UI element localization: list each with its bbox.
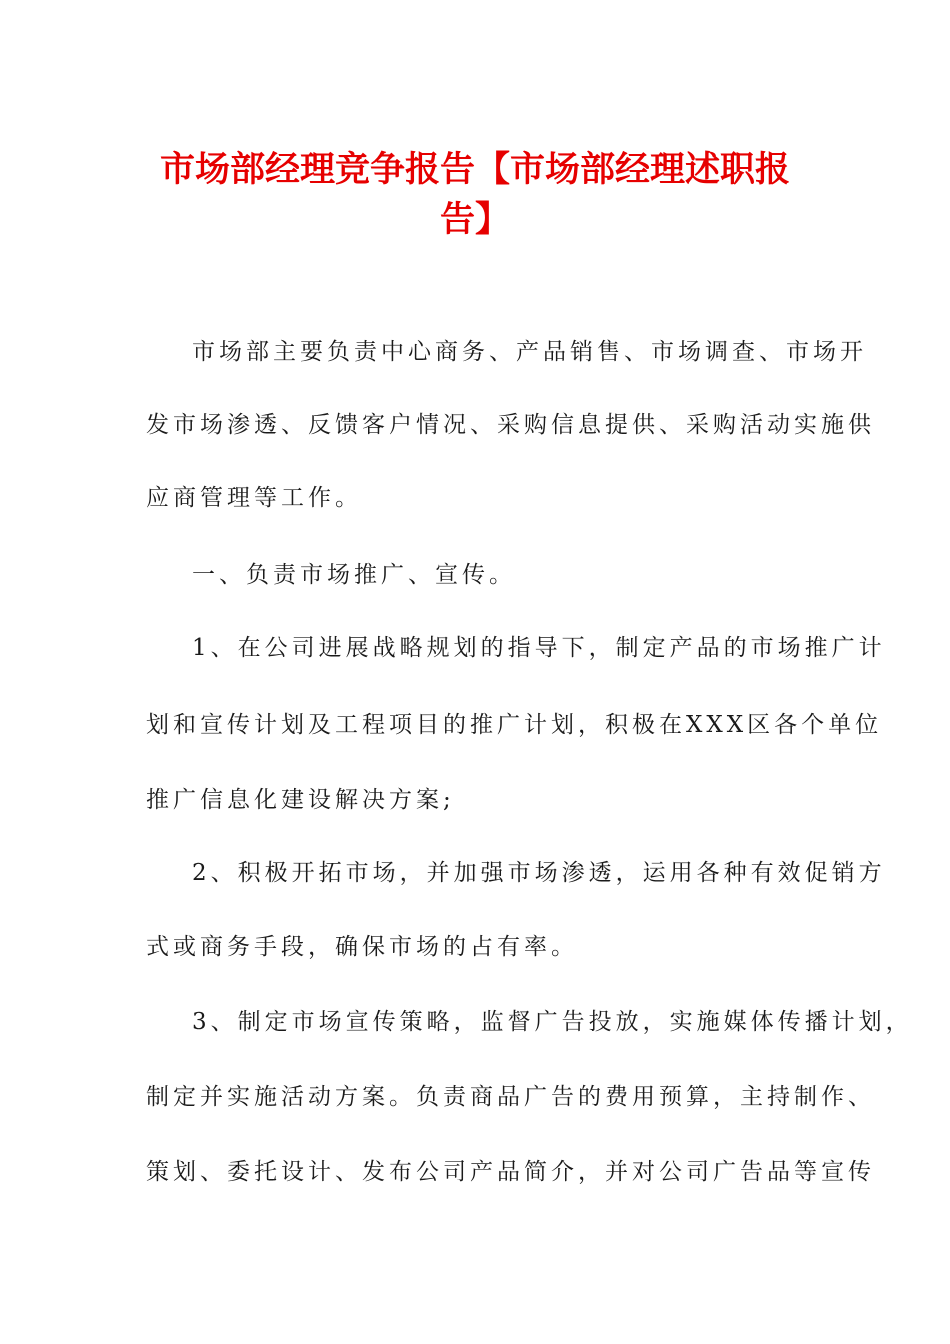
- paragraph-line: 3、制定市场宣传策略，监督广告投放，实施媒体传播计划，: [192, 1009, 913, 1035]
- paragraph-line: 推广信息化建设解决方案;: [146, 787, 455, 813]
- document-title-line-2: 告】: [439, 200, 510, 240]
- paragraph-line: 式或商务手段，确保市场的占有率。: [146, 934, 578, 960]
- paragraph-line: 2、积极开拓市场，并加强市场渗透，运用各种有效促销方: [192, 860, 886, 886]
- document-title-line-1: 市场部经理竞争报告【市场部经理述职报: [159, 150, 790, 190]
- paragraph-line: 市场部主要负责中心商务、产品销售、市场调查、市场开: [192, 339, 867, 365]
- paragraph-line: 1、在公司进展战略规划的指导下，制定产品的市场推广计: [192, 635, 886, 661]
- paragraph-line: 制定并实施活动方案。负责商品广告的费用预算，主持制作、: [146, 1084, 875, 1110]
- paragraph-line: 应商管理等工作。: [146, 485, 362, 511]
- paragraph-line: 划和宣传计划及工程项目的推广计划，积极在XXX区各个单位: [146, 712, 883, 738]
- paragraph-line: 策划、委托设计、发布公司产品简介，并对公司广告品等宣传: [146, 1159, 875, 1185]
- paragraph-line: 发市场渗透、反馈客户情况、采购信息提供、采购活动实施供: [146, 412, 875, 438]
- section-heading: 一、负责市场推广、宣传。: [192, 562, 516, 588]
